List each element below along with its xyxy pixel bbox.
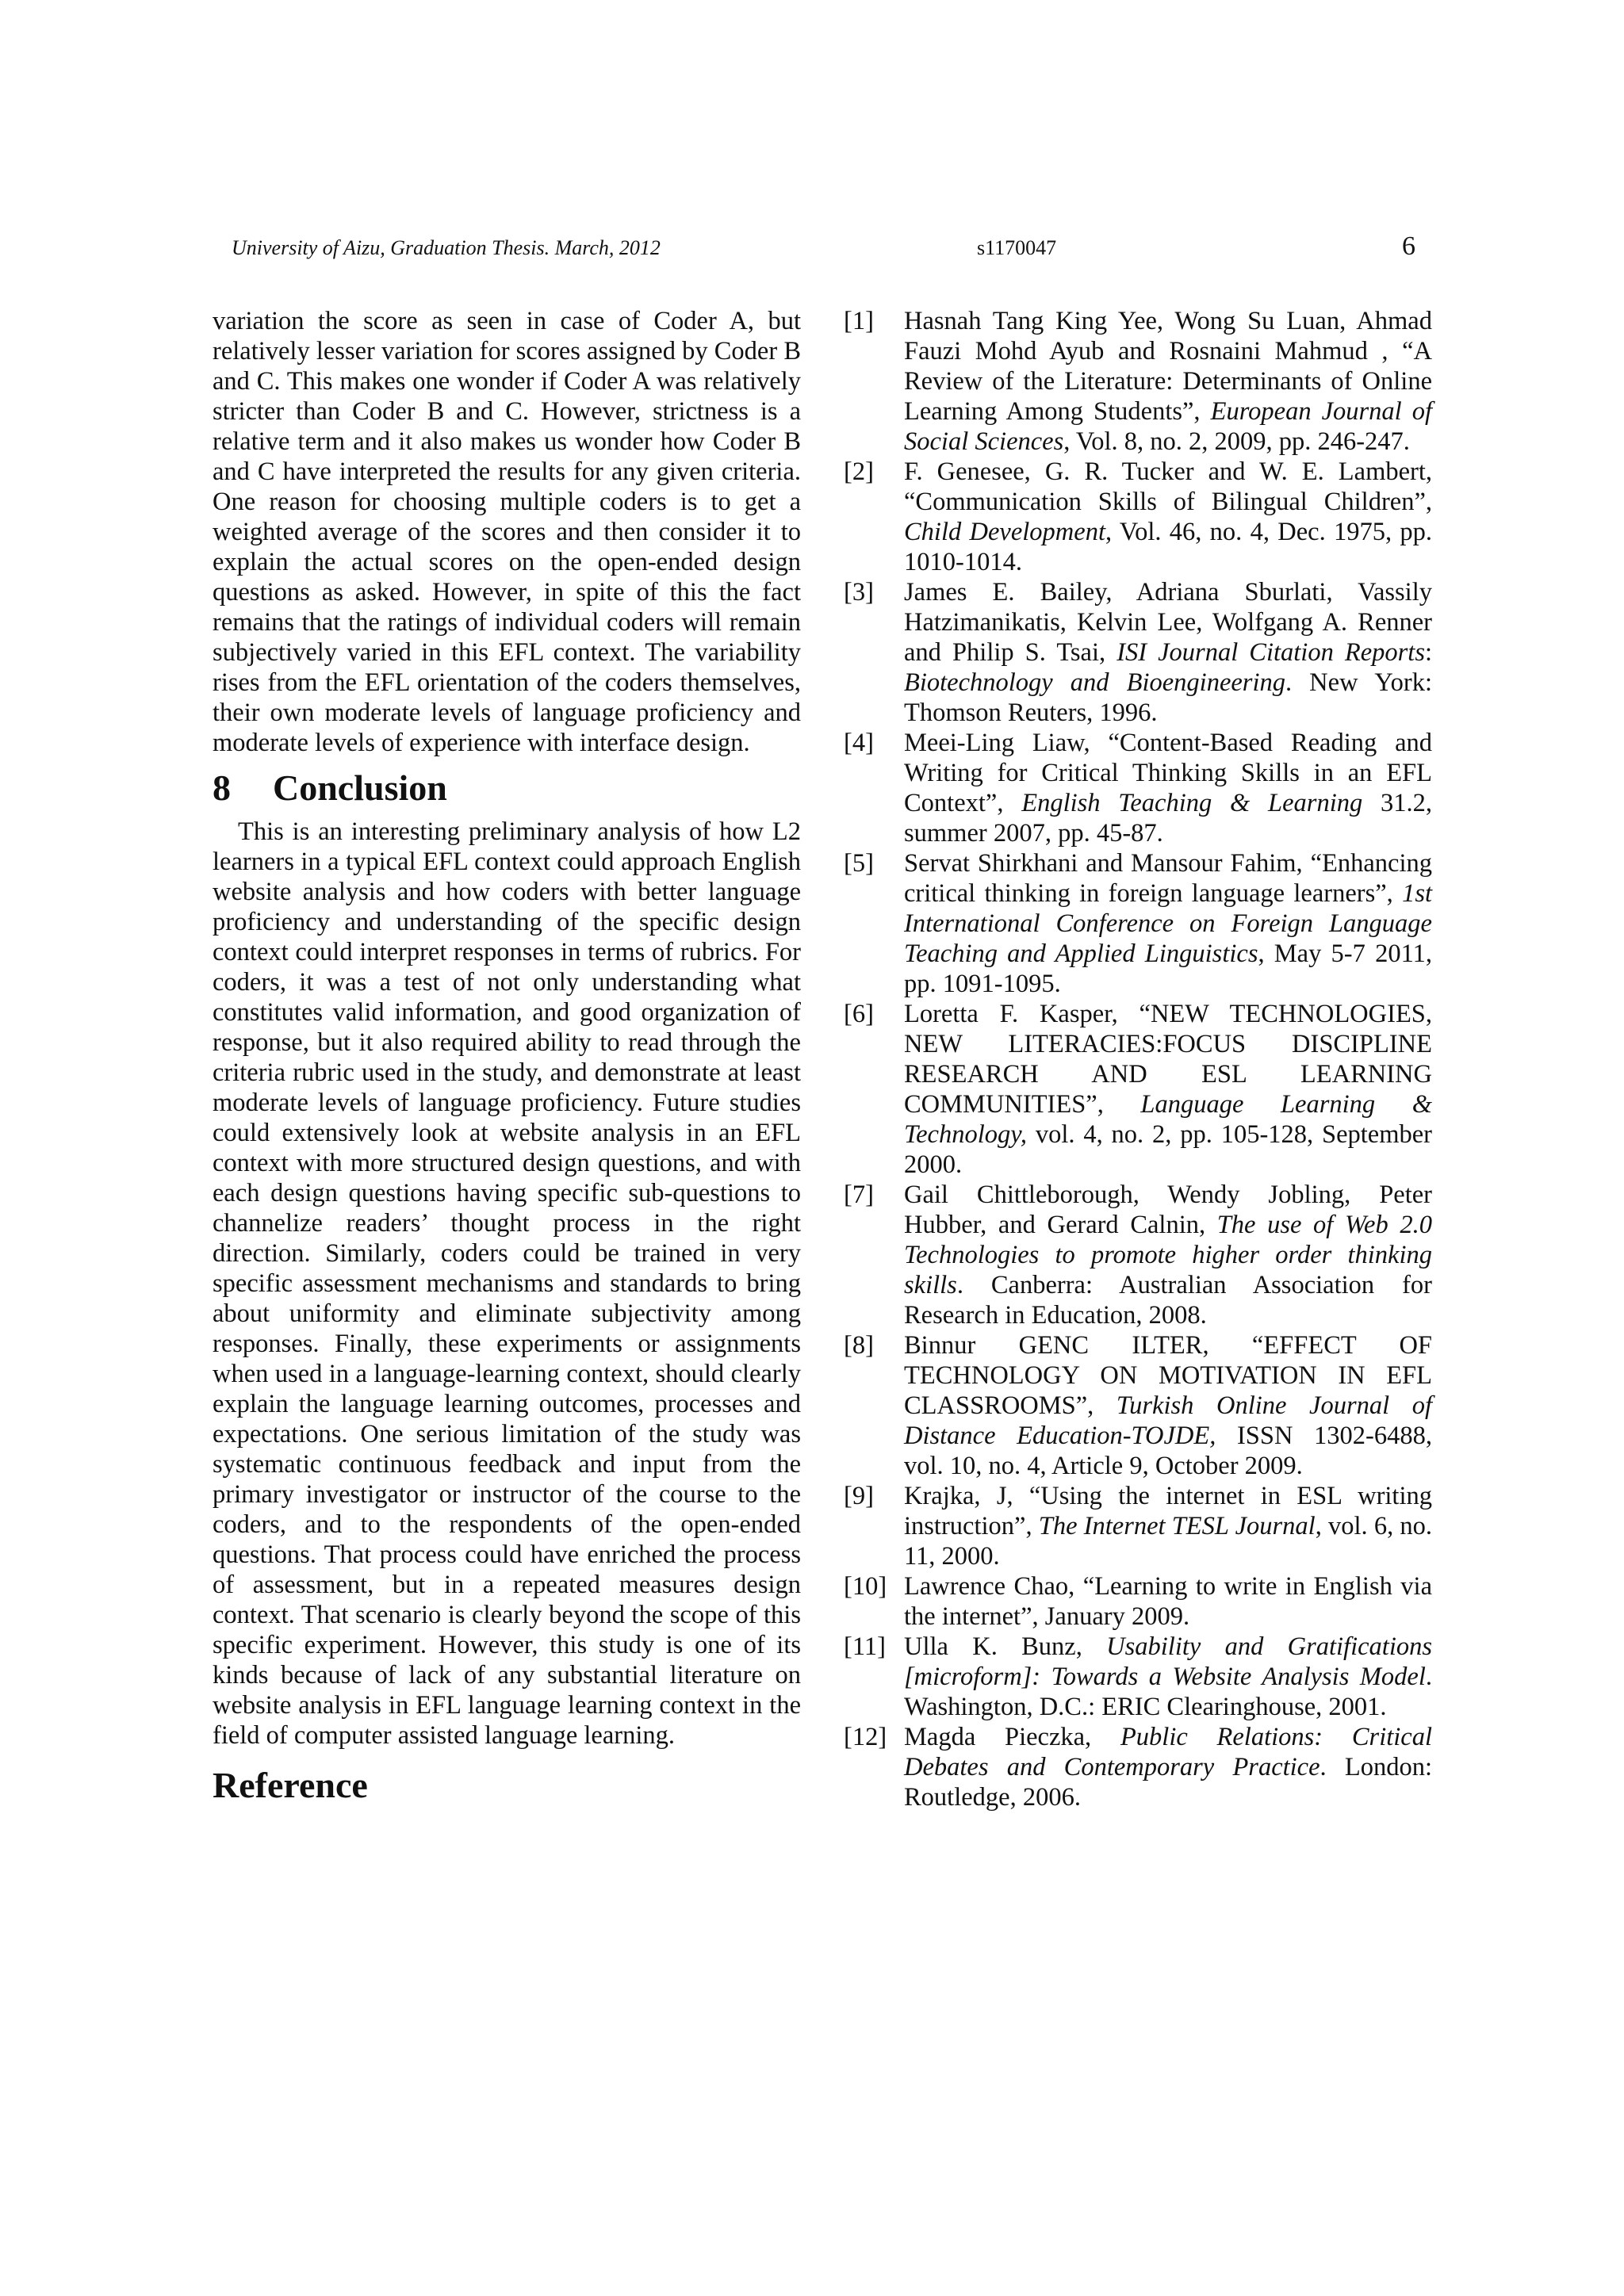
reference-text-segment: Magda Pieczka,: [904, 1723, 1120, 1751]
reference-number: [5]: [844, 849, 874, 878]
reference-number: [10]: [844, 1572, 887, 1601]
reference-text: [904, 1481, 1432, 1571]
reference-text-segment: vol. 4, no. 2, pp. 105-128, September 2000.: [904, 1120, 1432, 1179]
reference-text-segment: :: [1424, 638, 1432, 667]
reference-item: [844, 577, 1432, 728]
reference-text-segment: Krajka, J, “Using the internet in ESL writing instruction”,: [904, 1482, 1432, 1540]
reference-title-italic: English Teaching & Learning: [1021, 789, 1363, 817]
section-title: Conclusion: [273, 767, 447, 808]
reference-text: [904, 577, 1432, 728]
reference-text: [904, 999, 1432, 1180]
reference-text-segment: Gail Chittleborough, Wendy Jobling, Peter Hubber, and Gerard Calnin,: [904, 1181, 1432, 1239]
reference-item: [844, 1330, 1432, 1481]
reference-text-segment: Binnur GENC ILTER, “EFFECT OF TECHNOLOGY ON MOTIVATION IN EFL CLASSROOMS”,: [904, 1331, 1432, 1420]
reference-title-italic: European Journal of Social Sciences: [904, 397, 1432, 456]
reference-title-italic: Child Development: [904, 518, 1105, 546]
reference-text-segment: Meei-Ling Liaw, “Content-Based Reading and Writing for Critical Thinking Skills in an EFL Context”,: [904, 729, 1432, 817]
reference-text: [904, 848, 1432, 999]
reference-text-segment: Loretta F. Kasper, “NEW TECHNOLOGIES, NEW LITERACIES:FOCUS DISCIPLINE RESEARCH AND ESL LEARNING COMMUNITIES”,: [904, 1000, 1432, 1119]
reference-list: [844, 306, 1432, 1812]
reference-title-italic: 1st International Conference on Foreign Language Teaching and Applied Linguistics: [904, 879, 1432, 968]
conclusion-paragraph: This is an interesting preliminary analysis of how L2 learners in a typical EFL context could approach English website analysis and how coders with better language proficiency and understanding of the specific design context could interpret responses in terms of rubrics. For coders, it was a test of not only understanding what constitutes valid information, and good organization of response, but it also required ability to read through the criteria rubric used in the study, and demonstrate at least moderate levels of language proficiency. Future studies could extensively look at website analysis in an EFL context with more structured design questions, and with each design questions having specific sub-questions to channelize readers’ thought process in the right direction. Similarly, coders could be trained in very specific assessment mechanisms and standards to bring about uniformity and eliminate subjectivity among responses. Finally, these experiments or assignments when used in a language-learning context, should clearly explain the language learning outcomes, processes and expectations. One serious limitation of the study was systematic continuous feedback and input from the primary investigator or instructor of the course to the coders, and to the respondents of the open-ended questions. That process could have enriched the process of assessment, but in a repeated measures design context. That scenario is clearly beyond the scope of this specific experiment. However, this study is one of its kinds because of lack of any substantial literature on website analysis in EFL language learning context in the field of computer assisted language learning.: [213, 817, 801, 1750]
reference-text: [904, 1722, 1432, 1812]
reference-text: [904, 306, 1432, 457]
reference-text-segment: Lawrence Chao, “Learning to write in English via the internet”, January 2009.: [904, 1572, 1432, 1631]
reference-item: [844, 1722, 1432, 1812]
reference-number: [7]: [844, 1181, 874, 1209]
header-thesis-info: University of Aizu, Graduation Thesis. March, 2012: [232, 236, 661, 259]
reference-number: [6]: [844, 1000, 874, 1028]
reference-title-italic: Turkish Online Journal of Distance Education-TOJDE,: [904, 1391, 1432, 1450]
reference-heading: Reference: [213, 1765, 368, 1805]
reference-number: [1]: [844, 307, 874, 335]
reference-text-segment: James E. Bailey, Adriana Sburlati, Vassily Hatzimanikatis, Kelvin Lee, Wolfgang A. Renner and Philip S. Tsai,: [904, 578, 1432, 667]
reference-title-italic: ISI Journal Citation Reports: [1116, 638, 1425, 667]
reference-text-segment: , Vol. 46, no. 4, Dec. 1975, pp. 1010-1014.: [904, 518, 1433, 576]
reference-text: [904, 1571, 1432, 1632]
reference-text-segment: Hasnah Tang King Yee, Wong Su Luan, Ahmad Fauzi Mohd Ayub and Rosnaini Mahmud , “A Review of the Literature: Determinants of Online Learning Among Students”,: [904, 307, 1432, 426]
reference-text: [904, 1180, 1432, 1330]
reference-title-italic: The Internet TESL Journal: [1038, 1512, 1316, 1540]
reference-item: [844, 457, 1432, 577]
reference-text-segment: . Canberra: Australian Association for Research in Education, 2008.: [904, 1271, 1432, 1330]
reference-number: [11]: [844, 1632, 886, 1661]
reference-text-segment: ISSN 1302-6488, vol. 10, no. 4, Article 9, October 2009.: [904, 1422, 1432, 1480]
reference-text-segment: . New York: Thomson Reuters, 1996.: [904, 668, 1432, 727]
reference-item: [844, 1180, 1432, 1330]
reference-text-segment: . London: Routledge, 2006.: [904, 1753, 1432, 1812]
reference-text-segment: F. Genesee, G. R. Tucker and W. E. Lambert, “Communication Skills of Bilingual Children”,: [904, 457, 1432, 516]
reference-text-segment: 31.2, summer 2007, pp. 45-87.: [904, 789, 1432, 848]
reference-title-italic: Biotechnology and Bioengineering: [904, 668, 1285, 697]
reference-text-segment: , vol. 6, no. 11, 2000.: [904, 1512, 1432, 1571]
reference-title-italic: The use of Web 2.0 Technologies to promote higher order thinking skills: [904, 1211, 1432, 1299]
page-number: 6: [1402, 232, 1415, 261]
reference-item: [844, 1632, 1432, 1722]
left-column: [213, 306, 801, 1808]
reference-text-segment: , May 5-7 2011, pp. 1091-1095.: [904, 939, 1432, 998]
header-student-id: s1170047: [977, 236, 1057, 259]
reference-title-italic: Public Relations: Critical Debates and Contemporary Practice: [904, 1723, 1432, 1781]
reference-item: [844, 1481, 1432, 1571]
reference-text-segment: . Washington, D.C.: ERIC Clearinghouse, 2001.: [904, 1663, 1432, 1721]
reference-item: [844, 728, 1432, 848]
section-heading: [213, 766, 801, 810]
reference-item: [844, 306, 1432, 457]
reference-text-segment: Ulla K. Bunz,: [904, 1632, 1107, 1661]
reference-text-segment: , Vol. 8, no. 2, 2009, pp. 246-247.: [1063, 427, 1410, 456]
reference-item: [844, 1571, 1432, 1632]
reference-item: [844, 848, 1432, 999]
reference-item: [844, 999, 1432, 1180]
reference-number: [12]: [844, 1723, 887, 1751]
reference-title-italic: Usability and Gratifications [microform]: Towards a Website Analysis Model: [904, 1632, 1432, 1691]
reference-number: [2]: [844, 457, 874, 486]
reference-number: [4]: [844, 729, 874, 757]
reference-text: [904, 1330, 1432, 1481]
reference-text: [904, 728, 1432, 848]
reference-text: [904, 457, 1432, 577]
reference-number: [3]: [844, 578, 874, 607]
section-number: 8: [213, 767, 231, 808]
intro-paragraph: variation the score as seen in case of Coder A, but relatively lesser variation for scores assigned by Coder B and C. This makes one wonder if Coder A was relatively stricter than Coder B and C. However, strictness is a relative term and it also makes us wonder how Coder B and C have interpreted the results for any given criteria. One reason for choosing multiple coders is to get a weighted average of the scores and then consider it to explain the actual scores on the open-ended design questions as asked. However, in spite of this the fact remains that the ratings of individual coders will remain subjectively varied in this EFL context. The variability rises from the EFL orientation of the coders themselves, their own moderate levels of language proficiency and moderate levels of experience with interface design.: [213, 307, 801, 757]
reference-text: [904, 1632, 1432, 1722]
reference-number: [8]: [844, 1331, 874, 1360]
page-header: [232, 233, 1421, 271]
reference-text-segment: Servat Shirkhani and Mansour Fahim, “Enhancing critical thinking in foreign language learners”,: [904, 849, 1432, 908]
reference-title-italic: Language Learning & Technology,: [904, 1090, 1432, 1149]
reference-number: [9]: [844, 1482, 874, 1510]
